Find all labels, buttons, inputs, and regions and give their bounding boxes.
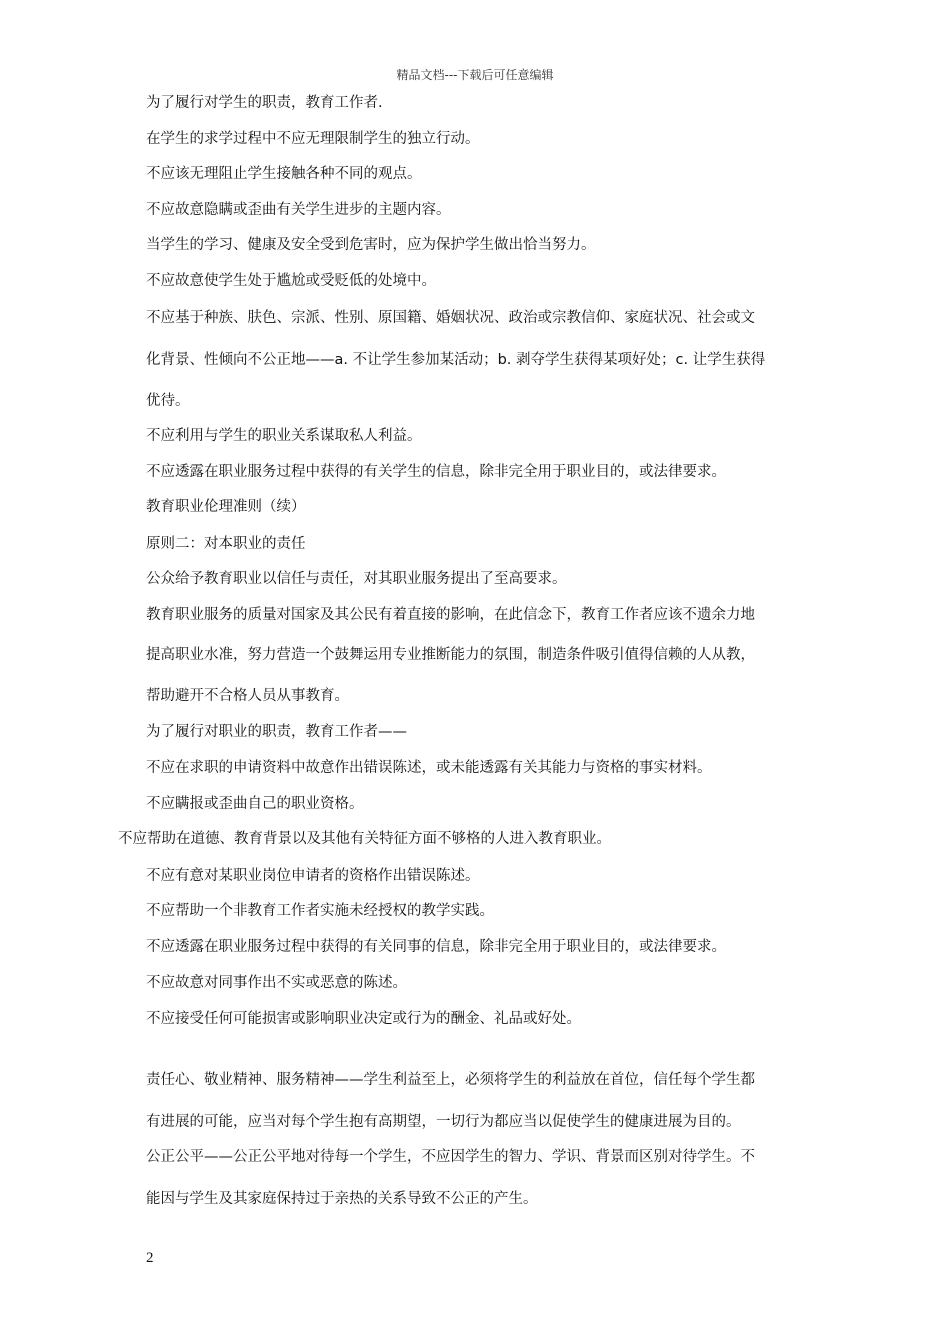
paragraph-line: 化背景、性倾向不公正地——a. 不让学生参加某活动；b. 剥夺学生获得某项好处；c. 让学生获得 <box>146 352 766 368</box>
paragraph-line: 不应接受任何可能损害或影响职业决定或行为的酬金、礼品或好处。 <box>146 1011 581 1027</box>
section-heading: 教育职业伦理准则（续） <box>146 499 306 515</box>
paragraph-line: 公正公平——公正公平地对待每一个学生，不应因学生的智力、学识、背景而区别对待学生。不 <box>146 1149 755 1165</box>
paragraph-line: 有进展的可能，应当对每个学生抱有高期望，一切行为都应当以促使学生的健康进展为目的。 <box>146 1114 741 1130</box>
page-header: 精品文档---下载后可任意编辑 <box>396 68 554 82</box>
paragraph-line: 不应故意隐瞒或歪曲有关学生进步的主题内容。 <box>146 202 451 218</box>
paragraph-line: 不应在求职的申请资料中故意作出错误陈述，或未能透露有关其能力与资格的事实材料。 <box>146 760 712 776</box>
paragraph-line: 不应帮助在道德、教育背景以及其他有关特征方面不够格的人进入教育职业。 <box>118 831 611 847</box>
paragraph-line: 不应故意对同事作出不实或恶意的陈述。 <box>146 975 407 991</box>
paragraph-line: 不应故意使学生处于尴尬或受贬低的处境中。 <box>146 273 436 289</box>
paragraph-line: 不应有意对某职业岗位申请者的资格作出错误陈述。 <box>146 868 480 884</box>
paragraph-line: 在学生的求学过程中不应无理限制学生的独立行动。 <box>146 131 480 147</box>
paragraph-line: 不应透露在职业服务过程中获得的有关学生的信息，除非完全用于职业目的，或法律要求。 <box>146 464 726 480</box>
paragraph-line: 不应瞒报或歪曲自己的职业资格。 <box>146 796 364 812</box>
paragraph-line: 不应该无理阻止学生接触各种不同的观点。 <box>146 166 422 182</box>
paragraph-line: 能因与学生及其家庭保持过于亲热的关系导致不公正的产生。 <box>146 1191 538 1207</box>
paragraph-line: 优待。 <box>146 393 190 409</box>
paragraph-line: 不应基于种族、肤色、宗派、性别、原国籍、婚姻状况、政治或宗教信仰、家庭状况、社会或文 <box>146 310 755 326</box>
paragraph-line: 责任心、敬业精神、服务精神——学生利益至上，必须将学生的利益放在首位，信任每个学生都 <box>146 1072 755 1088</box>
paragraph-line: 不应透露在职业服务过程中获得的有关同事的信息，除非完全用于职业目的，或法律要求。 <box>146 939 726 955</box>
section-heading: 原则二：对本职业的责任 <box>146 536 306 552</box>
paragraph-line: 不应帮助一个非教育工作者实施未经授权的教学实践。 <box>146 903 494 919</box>
page-number: 2 <box>146 1250 154 1266</box>
paragraph-line: 为了履行对学生的职责，教育工作者. <box>146 95 383 111</box>
paragraph-line: 提高职业水准，努力营造一个鼓舞运用专业推断能力的氛围，制造条件吸引值得信赖的人从教， <box>146 647 755 663</box>
paragraph-line: 教育职业服务的质量对国家及其公民有着直接的影响，在此信念下，教育工作者应该不遗余力地 <box>146 607 755 623</box>
paragraph-line: 当学生的学习、健康及安全受到危害时，应为保护学生做出恰当努力。 <box>146 237 596 253</box>
paragraph-line: 公众给予教育职业以信任与责任，对其职业服务提出了至高要求。 <box>146 571 567 587</box>
paragraph-line: 帮助避开不合格人员从事教育。 <box>146 688 349 704</box>
paragraph-line: 为了履行对职业的职责，教育工作者—— <box>146 724 407 740</box>
paragraph-line: 不应利用与学生的职业关系谋取私人利益。 <box>146 428 422 444</box>
